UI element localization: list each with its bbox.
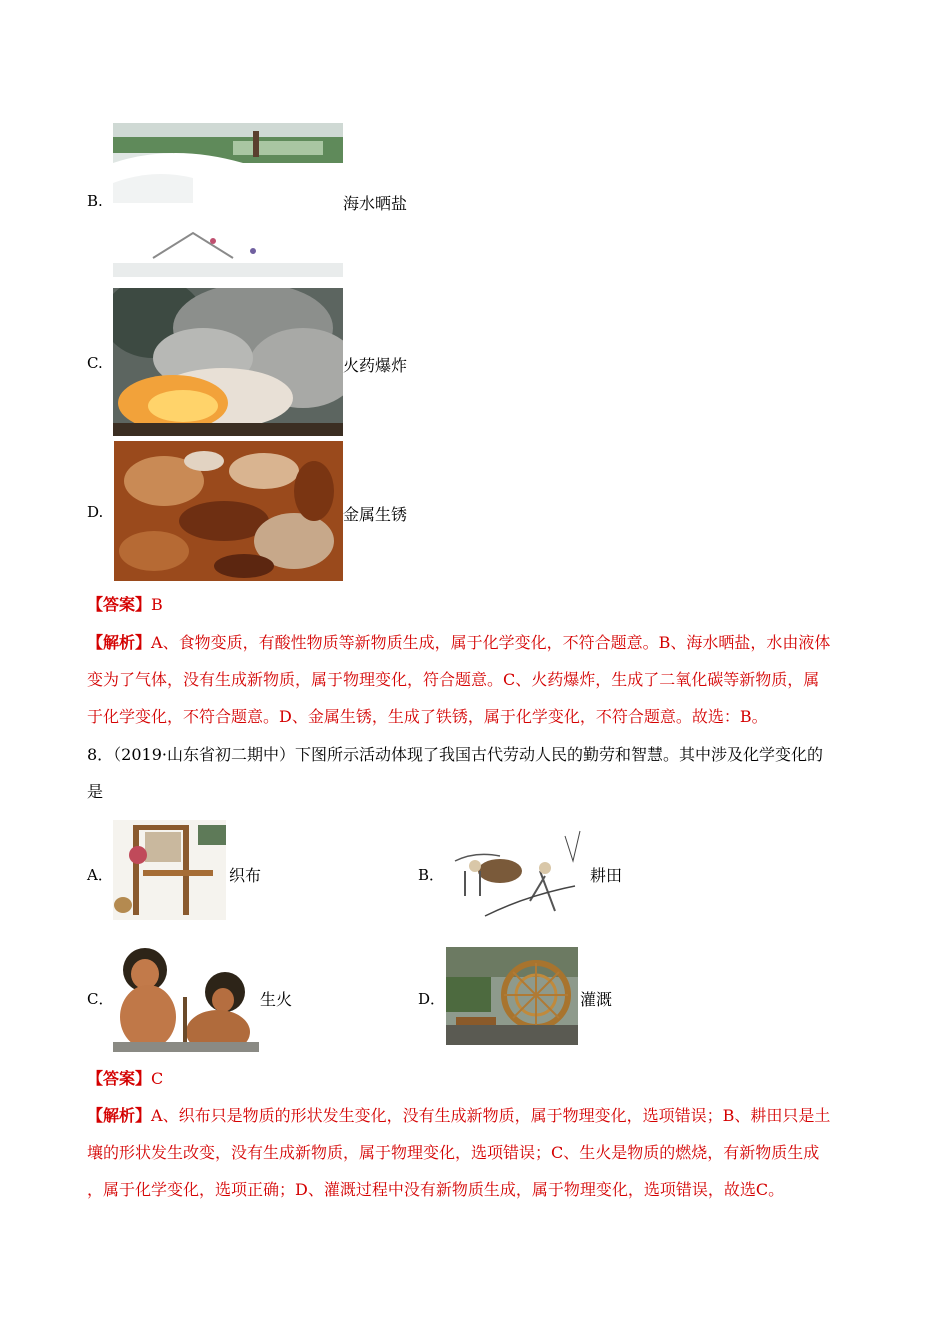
analysis-line: A、食物变质，有酸性物质等新物质生成，属于化学变化，不符合题意。B、海水晒盐，水由液体 — [151, 633, 831, 652]
q8-answer — [87, 1060, 163, 1097]
option-d-letter: D. — [87, 503, 104, 521]
analysis-line: 变为了气体，没有生成新物质，属于物理变化，符合题意。C、火药爆炸，生成了二氧化碳等新物质，属 — [87, 670, 820, 689]
answer-tag: 【答案】 — [87, 1069, 152, 1088]
option-c-label: 火药爆炸 — [343, 356, 408, 375]
fire-making-image — [113, 942, 259, 1052]
analysis-tag: 【解析】 — [87, 1106, 152, 1125]
q7-answer — [87, 586, 163, 623]
q8-option-a-label: 织布 — [229, 866, 262, 885]
weaving-image — [113, 820, 226, 920]
ploughing-image — [445, 826, 588, 921]
analysis-tag: 【解析】 — [87, 633, 152, 652]
q8-option-d-label: 灌溉 — [580, 990, 613, 1009]
answer-tag: 【答案】 — [87, 595, 152, 614]
question-line: 是 — [87, 782, 104, 801]
explosion-image — [113, 288, 343, 436]
q8-option-d-letter: D． — [418, 990, 446, 1008]
q8-option-b-label: 耕田 — [590, 866, 623, 885]
analysis-line: 于化学变化，不符合题意。D、金属生锈，生成了铁锈，属于化学变化，不符合题意。故选：B。 — [87, 707, 768, 726]
q8-question — [87, 736, 877, 810]
answer-value: B — [151, 595, 163, 614]
option-b-letter: B. — [87, 192, 103, 210]
rust-image — [114, 441, 343, 581]
sea-salt-image — [113, 123, 343, 277]
option-b-label: 海水晒盐 — [343, 194, 408, 213]
question-line: 8．（2019·山东省初二期中）下图所示活动体现了我国古代劳动人民的勤劳和智慧。其中涉及化学变化的 — [87, 745, 823, 764]
q8-analysis — [87, 1097, 877, 1208]
waterwheel-image — [446, 947, 578, 1045]
q7-analysis — [87, 624, 877, 735]
analysis-line: A、织布只是物质的形状发生变化，没有生成新物质，属于物理变化，选项错误；B、耕田只是土 — [151, 1106, 831, 1125]
analysis-line: ，属于化学变化，选项正确；D、灌溉过程中没有新物质生成，属于物理变化，选项错误，故选C。 — [87, 1180, 785, 1199]
answer-value: C — [151, 1069, 164, 1088]
option-c-letter: C. — [87, 354, 103, 372]
analysis-line: 壤的形状发生改变，没有生成新物质，属于物理变化，选项错误；C、生火是物质的燃烧，有新物质生成 — [87, 1143, 820, 1162]
q8-option-c-label: 生火 — [260, 990, 293, 1009]
q8-option-b-letter: B． — [418, 866, 445, 884]
option-d-label: 金属生锈 — [343, 505, 408, 524]
q8-option-c-letter: C． — [87, 990, 114, 1008]
q8-option-a-letter: A． — [87, 866, 113, 884]
